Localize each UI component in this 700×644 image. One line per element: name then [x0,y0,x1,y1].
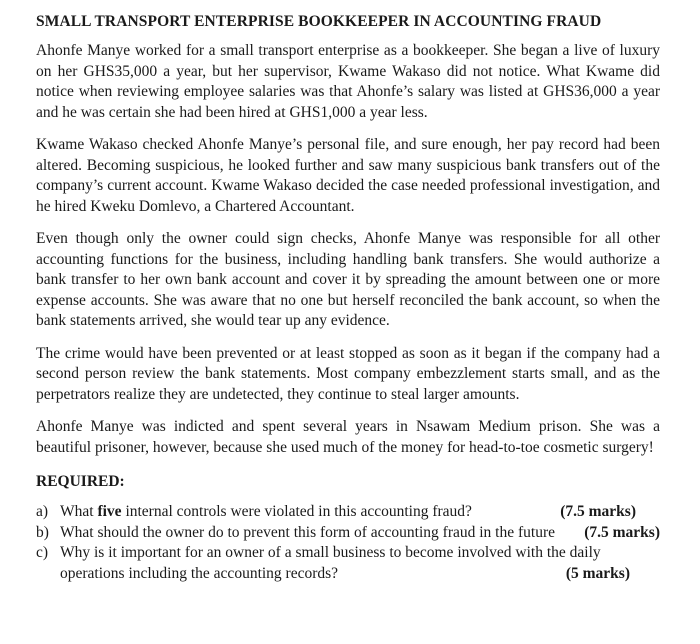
question-emphasis: five [97,503,122,520]
question-list [36,502,660,584]
question-marks: (5 marks) [565,564,630,582]
question-text-part: internal controls were violated in this accounting fraud? [121,503,472,520]
required-heading: REQUIRED: [36,473,125,490]
question-a [36,502,660,523]
paragraph-4: The crime would have been prevented or at least stopped as soon as it began if the company had a second person review the bank statements. Most company embezzlement starts small, and as the perpetrators realize they are undetected, they continue to steal larger amounts. [36,344,660,403]
question-text-part: What [60,503,98,520]
paragraph-2: Kwame Wakaso checked Ahonfe Manye’s personal file, and sure enough, her pay record had been altered. Becoming suspicious, he looked further and saw many suspicious bank transfers out of the company’s current account. Kwame Wakaso decided the case needed professional investigation, and he hired Kweku Domlevo, a Chartered Accountant. [36,136,660,215]
question-text-cont: operations including the accounting records? [60,564,339,582]
document-title: SMALL TRANSPORT ENTERPRISE BOOKKEEPER IN ACCOUNTING FRAUD [36,13,602,30]
document-page [36,12,660,584]
question-text: Why is it important for an owner of a small business to become involved with the daily [60,544,601,561]
paragraph-5: Ahonfe Manye was indicted and spent several years in Nsawam Medium prison. She was a beautiful prisoner, however, because she used much of the money for head-to-toe cosmetic surgery! [36,418,660,456]
question-c [36,543,660,584]
question-letter: c) [36,544,49,561]
question-marks: (7.5 marks) [584,523,660,541]
question-b [36,523,660,544]
question-letter: b) [36,523,49,541]
paragraph-3: Even though only the owner could sign checks, Ahonfe Manye was responsible for all other accounting functions for the business, including handling bank transfers. She would authorize a bank transfer to her own bank account and cover it by spreading the amount between one or more expense accounts. She was aware that no one but herself reconciled the bank account, so when the bank statements arrived, she would tear up any evidence. [36,230,660,329]
question-text [60,502,472,523]
question-marks: (7.5 marks) [560,503,636,520]
question-letter: a) [36,503,49,520]
question-text: What should the owner do to prevent this form of accounting fraud in the future [60,523,556,541]
paragraph-1: Ahonfe Manye worked for a small transport enterprise as a bookkeeper. She began a live of luxury on her GHS35,000 a year, but her supervisor, Kwame Wakaso did not notice. What Kwame did notice when reviewing employee salaries was that Ahonfe’s salary was listed at GHS36,000 a year and he was certain she had been hired at GHS1,000 a year less. [36,42,660,121]
